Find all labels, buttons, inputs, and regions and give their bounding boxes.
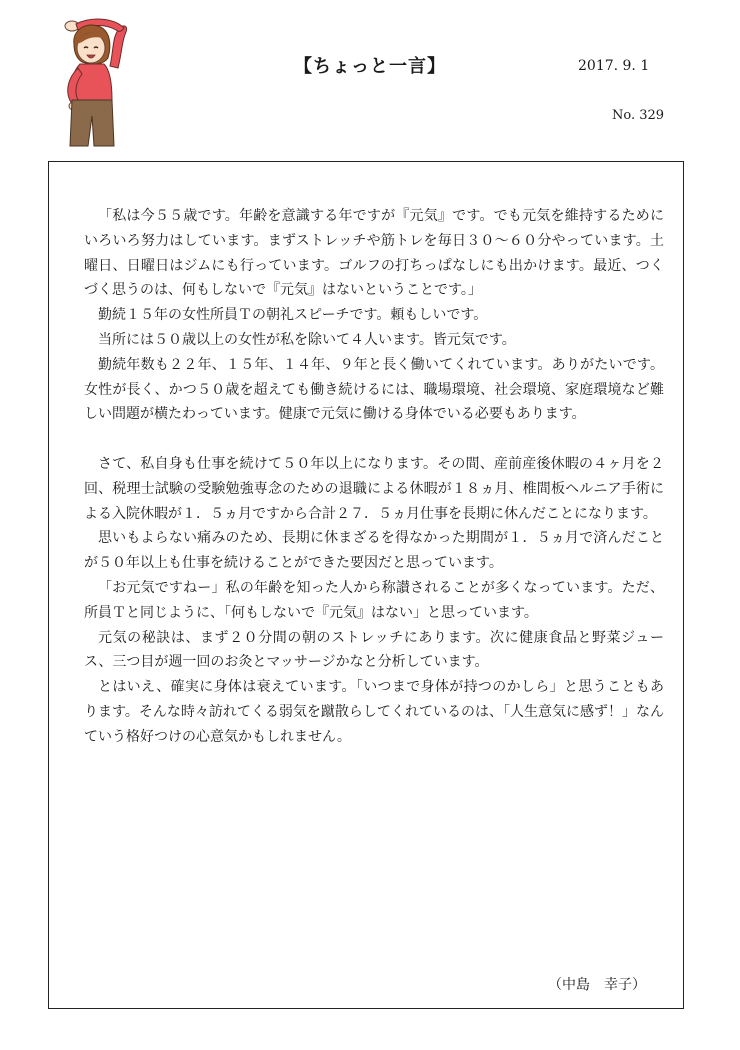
page-title: 【ちょっと一言】 <box>294 56 446 77</box>
paragraph: 勤続１５年の女性所員Ｔの朝礼スピーチです。頼もしいです。 <box>98 307 488 324</box>
paragraph: 当所には５０歳以上の女性が私を除いて４人います。皆元気です。 <box>98 331 516 348</box>
paragraph: 思いもよらない痛みのため、長期に休まざるを得なかった期間が１．５ヵ月で済んだことが５０年以上も仕事を続けることができた要因だと思っています。 <box>84 530 664 572</box>
paragraph: 「私は今５５歳です。年齢を意識する年ですが『元気』です。でも元気を維持するためにいろいろ努力はしています。まずストレッチや筋トレを毎日３０～６０分やっています。土曜日、日曜日はジムにも行っています。ゴルフの打ちっぱなしにも出かけます。最近、つくづく思うのは、何もしないで『元気』はないということです。」 <box>84 208 664 299</box>
paragraph: とはいえ、確実に身体は衰えています。「いつまで身体が持つのかしら」と思うこともあります。そんな時々訪れてくる弱気を蹴散らしてくれているのは、「人生意気に感ず！」なんていう格好つけの心意気かもしれません。 <box>84 679 664 745</box>
issue-date: 2017. 9. 1 <box>578 58 650 74</box>
author-signature: （中島 幸子） <box>548 977 646 993</box>
paragraph: 「お元気ですねー」私の年齢を知った人から称讃されることが多くなっています。ただ、所員Ｔと同じように、「何もしないで『元気』はない」と思っています。 <box>84 579 664 621</box>
stretching-woman-illustration <box>52 8 152 148</box>
paragraph: 元気の秘訣は、まず２０分間の朝のストレッチにあります。次に健康食品と野菜ジュース、三つ目が週一回のお灸とマッサージかなと分析しています。 <box>84 629 664 671</box>
paragraph: さて、私自身も仕事を続けて５０年以上になります。その間、産前産後休暇の４ヶ月を２回、税理士試験の受験勉強専念のための退職による休暇が１８ヵ月、椎間板ヘルニア手術による入院休暇が１．５ヵ月ですから合計２７．５ヵ月仕事を長期に休んだことになります。 <box>84 455 664 522</box>
article-body <box>84 204 664 750</box>
paragraph: 勤続年数も２２年、１５年、１４年、９年と長く働いてくれています。ありがたいです。女性が長く、かつ５０歳を超えても働き続けるには、職場環境、社会環境、家庭環境など難しい問題が横たわっています。健康で元気に働ける身体でいる必要もあります。 <box>84 356 664 423</box>
paragraph-gap <box>84 427 664 452</box>
issue-number: No. 329 <box>612 108 665 123</box>
pants <box>70 100 114 146</box>
